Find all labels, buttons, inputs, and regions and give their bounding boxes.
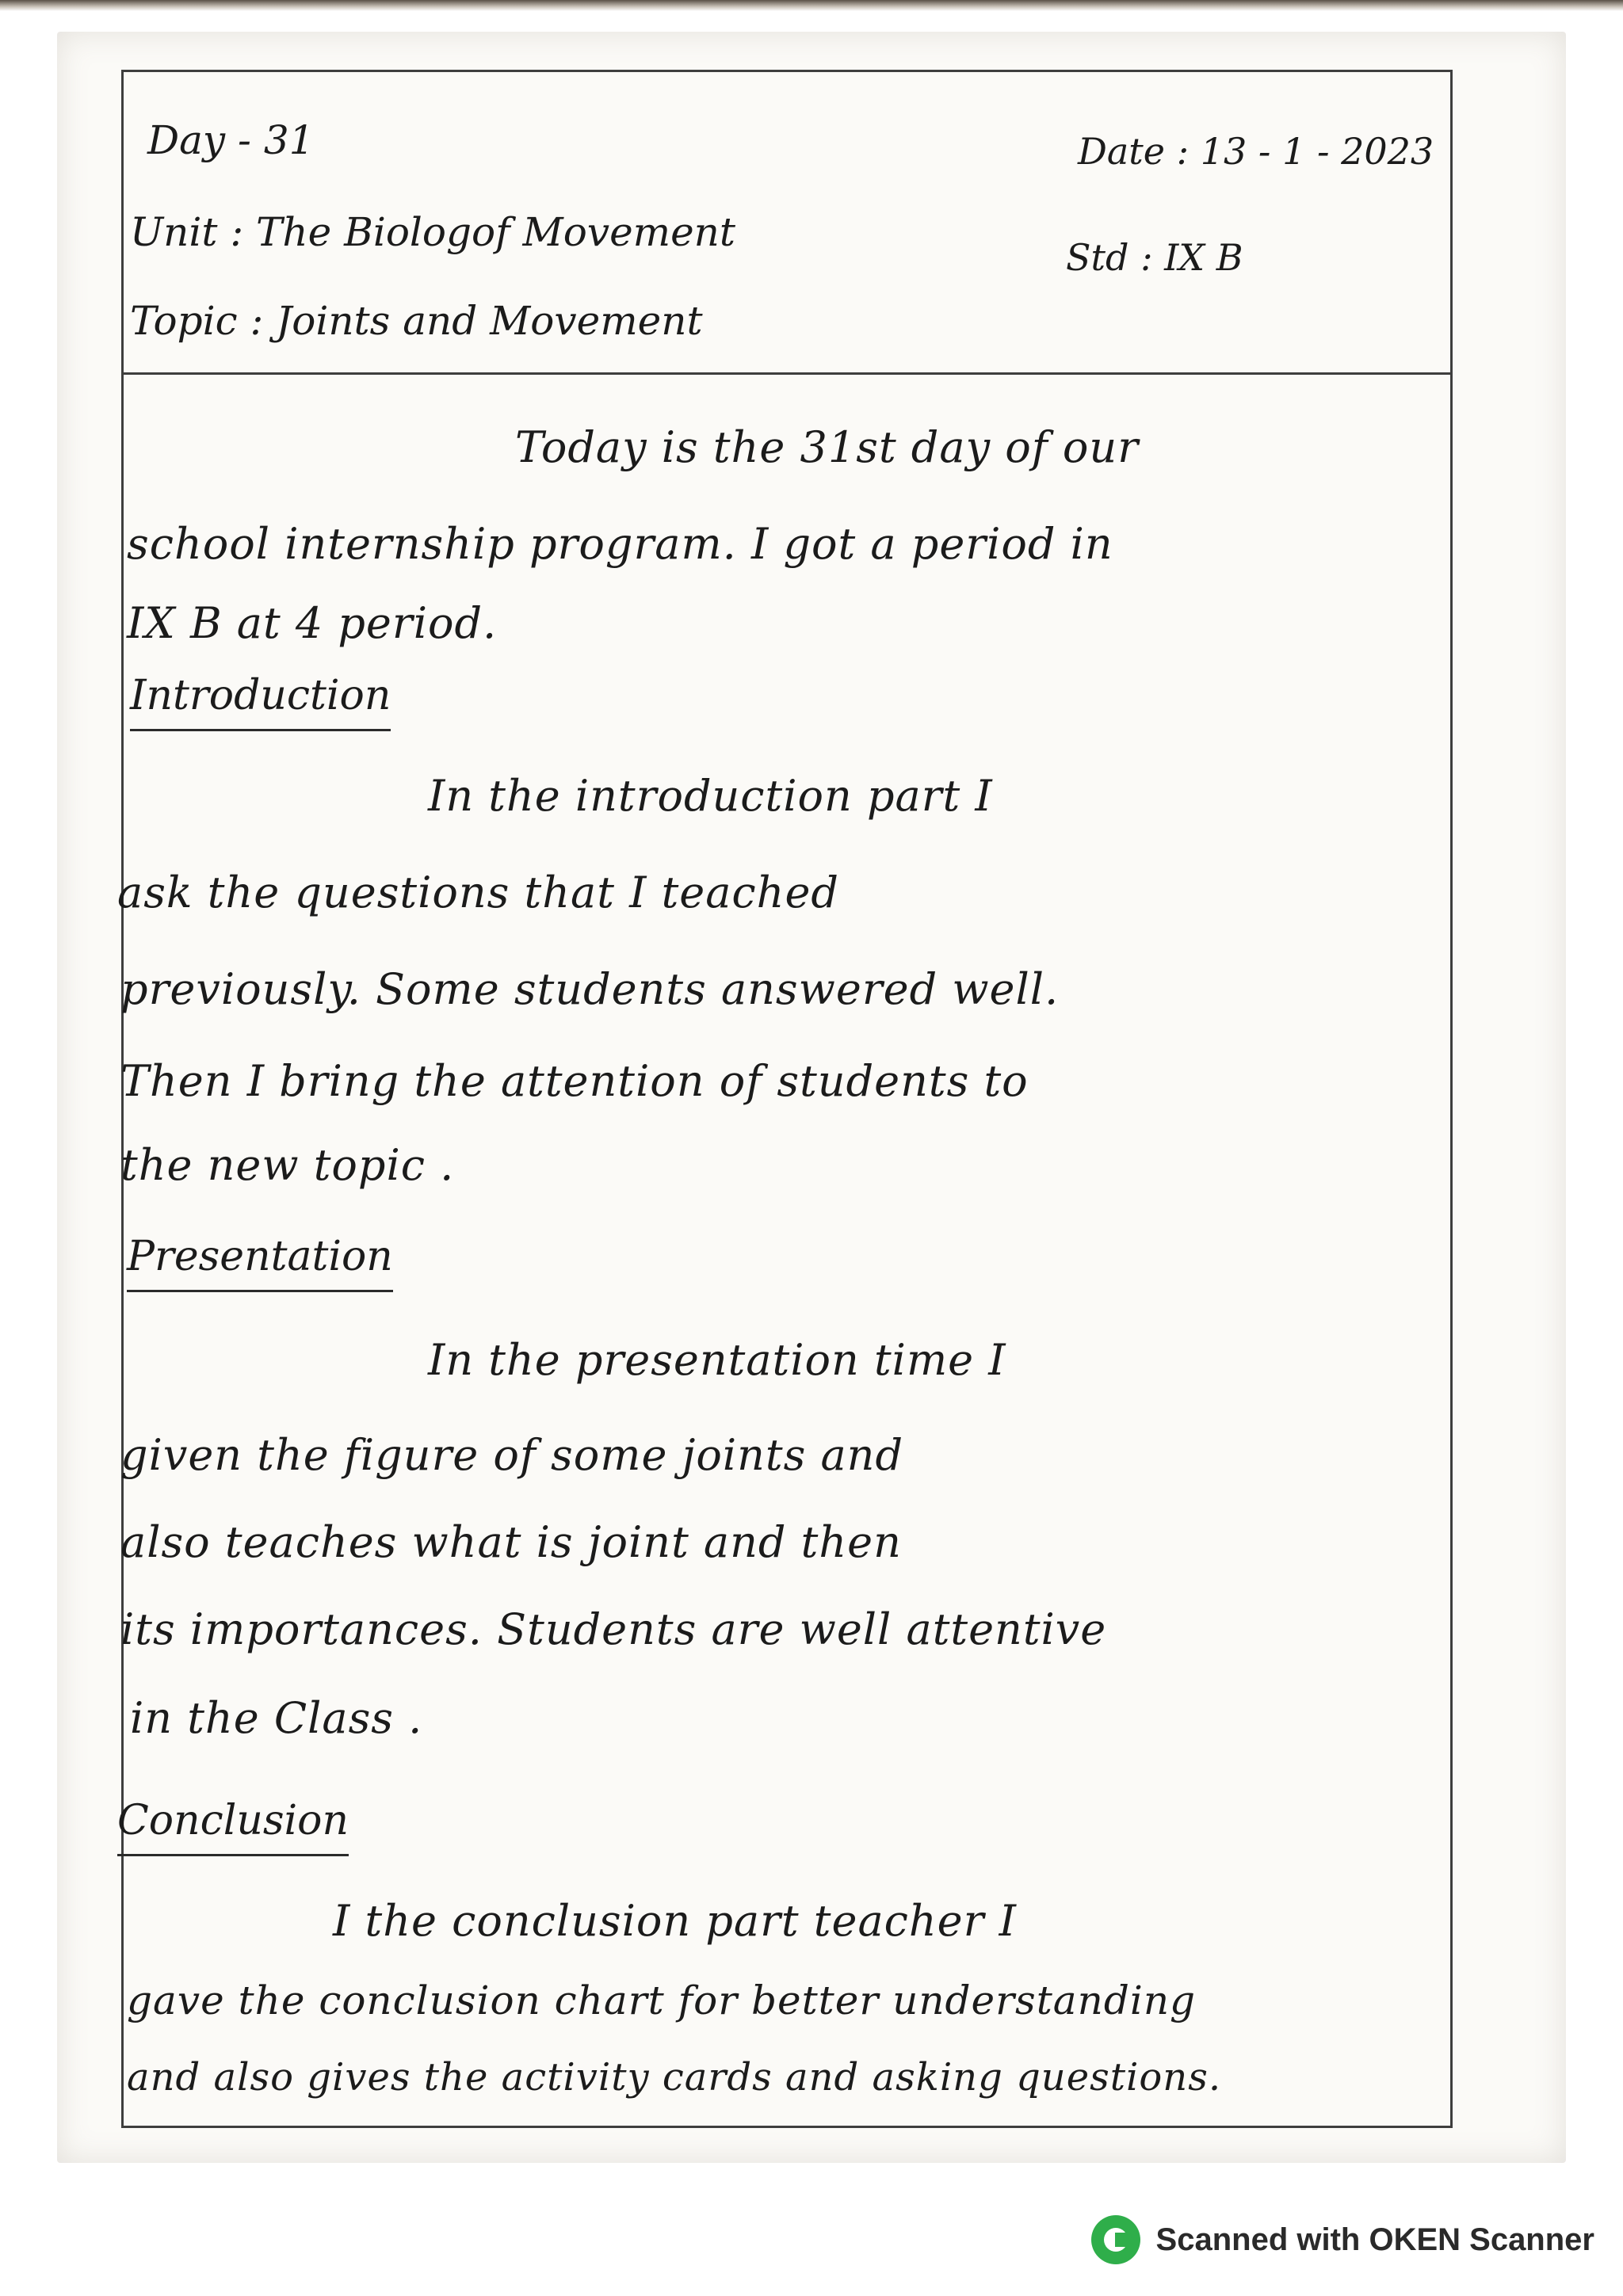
header-divider — [121, 372, 1453, 375]
intro-paragraph-line: IX B at 4 period. — [127, 598, 498, 648]
section-line: given the figure of some joints and — [120, 1430, 904, 1480]
scanner-watermark-text: Scanned with OKEN Scanner — [1155, 2222, 1594, 2257]
topic-label: Topic : Joints and Movement — [130, 298, 703, 344]
section-line: In the introduction part I — [428, 771, 993, 821]
section-heading-presentation: Presentation — [127, 1236, 393, 1292]
intro-paragraph-line: school internship program. I got a period in — [127, 519, 1113, 569]
section-line: in the Class . — [130, 1693, 423, 1743]
day-label: Day - 31 — [147, 117, 315, 163]
section-line: Then I bring the attention of students to — [120, 1056, 1029, 1106]
section-line: In the presentation time I — [428, 1335, 1006, 1385]
section-line: previously. Some students answered well. — [120, 964, 1060, 1014]
section-line: the new topic . — [120, 1140, 455, 1190]
scanner-watermark — [1091, 2215, 1594, 2264]
section-line: ask the questions that I teached — [117, 868, 839, 917]
section-line: also teaches what is joint and then — [120, 1517, 902, 1567]
scan-top-edge — [0, 0, 1623, 11]
date-label: Date : 13 - 1 - 2023 — [1078, 130, 1434, 173]
unit-label: Unit : The Biologof Movement — [130, 209, 735, 255]
section-line: gave the conclusion chart for better understanding — [127, 1978, 1197, 2023]
oken-scanner-logo-icon — [1091, 2215, 1140, 2264]
section-heading-conclusion: Conclusion — [117, 1800, 349, 1856]
section-line: its importances. Students are well attentive — [120, 1604, 1107, 1654]
section-line: I the conclusion part teacher I — [333, 1896, 1017, 1946]
std-label: Std : IX B — [1066, 236, 1243, 279]
section-heading-introduction: Introduction — [130, 675, 391, 731]
intro-paragraph-line: Today is the 31st day of our — [515, 422, 1140, 472]
section-line: and also gives the activity cards and asking questions. — [127, 2055, 1222, 2100]
